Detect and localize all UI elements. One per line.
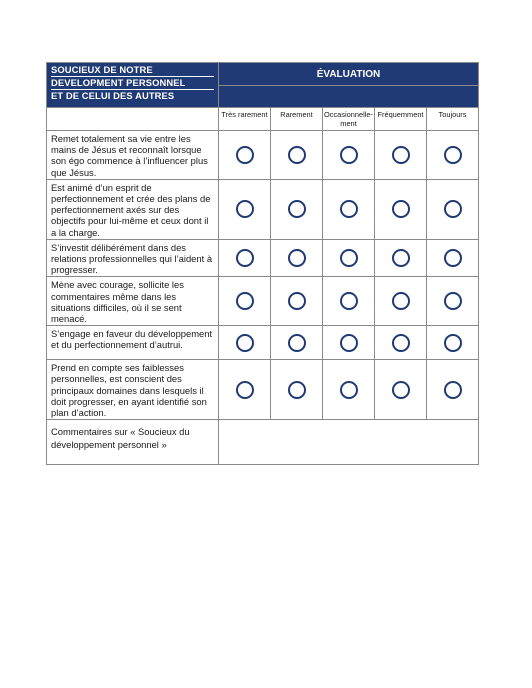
rating-radio-button[interactable] <box>392 292 410 310</box>
rating-cell <box>219 326 271 360</box>
criteria-column-header <box>47 108 219 131</box>
rating-radio-button[interactable] <box>392 200 410 218</box>
criterion-row <box>47 360 479 420</box>
rating-cell <box>323 326 375 360</box>
section-title-line: DEVELOPMENT PERSONNEL <box>51 77 214 90</box>
criterion-row <box>47 179 479 239</box>
criterion-text: Mène avec courage, sollicite les commentaires même dans les situations difficiles, où il se sent menacé. <box>47 277 219 326</box>
rating-radio-button[interactable] <box>236 249 254 267</box>
comments-input-area[interactable] <box>219 420 479 465</box>
rating-radio-button[interactable] <box>288 200 306 218</box>
column-header-frequemment: Fréquemment <box>375 108 427 131</box>
rating-radio-button[interactable] <box>444 292 462 310</box>
rating-radio-button[interactable] <box>340 146 358 164</box>
rating-radio-button[interactable] <box>288 249 306 267</box>
rating-cell <box>323 239 375 277</box>
rating-radio-button[interactable] <box>288 334 306 352</box>
section-title-line: ET DE CELUI DES AUTRES <box>51 90 175 101</box>
rating-cell <box>375 239 427 277</box>
rating-cell <box>219 360 271 420</box>
rating-cell <box>375 131 427 180</box>
rating-cell <box>323 131 375 180</box>
rating-radio-button[interactable] <box>236 381 254 399</box>
rating-cell <box>219 131 271 180</box>
criterion-row <box>47 326 479 360</box>
rating-cell <box>219 239 271 277</box>
rating-radio-button[interactable] <box>444 146 462 164</box>
criterion-text: Prend en compte ses faiblesses personnelles, est conscient des principaux domaines dans lesquels il doit progresser, en ayant identifié son plan d’action. <box>47 360 219 420</box>
rating-cell <box>375 326 427 360</box>
rating-cell <box>323 179 375 239</box>
rating-radio-button[interactable] <box>392 381 410 399</box>
rating-cell <box>375 277 427 326</box>
rating-cell <box>427 239 479 277</box>
rating-cell <box>271 277 323 326</box>
rating-cell <box>271 179 323 239</box>
rating-radio-button[interactable] <box>236 292 254 310</box>
comments-row <box>47 420 479 465</box>
rating-radio-button[interactable] <box>340 200 358 218</box>
criterion-text: S’investit délibérément dans des relations professionnelles qui l’aident à progresser. <box>47 239 219 277</box>
evaluation-table <box>46 62 479 465</box>
rating-radio-button[interactable] <box>340 381 358 399</box>
column-header-occasionnellement: Occasionnelle-ment <box>323 108 375 131</box>
rating-radio-button[interactable] <box>392 249 410 267</box>
section-title-line: SOUCIEUX DE NOTRE <box>51 64 214 77</box>
rating-cell <box>323 360 375 420</box>
rating-radio-button[interactable] <box>236 200 254 218</box>
rating-radio-button[interactable] <box>340 249 358 267</box>
rating-radio-button[interactable] <box>444 381 462 399</box>
column-header-tres-rarement: Très rarement <box>219 108 271 131</box>
rating-cell <box>271 326 323 360</box>
column-header-rarement: Rarement <box>271 108 323 131</box>
rating-cell <box>219 179 271 239</box>
rating-radio-button[interactable] <box>392 146 410 164</box>
evaluation-header: ÉVALUATION <box>219 63 479 86</box>
section-title <box>47 63 219 108</box>
rating-radio-button[interactable] <box>236 334 254 352</box>
rating-cell <box>271 239 323 277</box>
rating-radio-button[interactable] <box>392 334 410 352</box>
criterion-text: S’engage en faveur du développement et du perfectionnement d’autrui. <box>47 326 219 360</box>
rating-cell <box>375 179 427 239</box>
rating-cell <box>427 131 479 180</box>
criterion-row <box>47 239 479 277</box>
rating-radio-button[interactable] <box>236 146 254 164</box>
rating-radio-button[interactable] <box>340 334 358 352</box>
criterion-row <box>47 131 479 180</box>
comments-label: Commentaires sur « Soucieux du développement personnel » <box>47 420 219 465</box>
criterion-row <box>47 277 479 326</box>
rating-cell <box>271 360 323 420</box>
rating-cell <box>219 277 271 326</box>
rating-cell <box>323 277 375 326</box>
rating-cell <box>427 179 479 239</box>
rating-cell <box>427 326 479 360</box>
column-header-toujours: Toujours <box>427 108 479 131</box>
rating-cell <box>375 360 427 420</box>
rating-radio-button[interactable] <box>340 292 358 310</box>
rating-cell <box>427 277 479 326</box>
rating-cell <box>271 131 323 180</box>
rating-radio-button[interactable] <box>444 249 462 267</box>
rating-radio-button[interactable] <box>444 200 462 218</box>
rating-radio-button[interactable] <box>288 146 306 164</box>
evaluation-header-band <box>219 86 479 108</box>
rating-cell <box>427 360 479 420</box>
criterion-text: Est animé d’un esprit de perfectionnement et crée des plans de perfectionnement axés sur des objectifs pour lui-même et ceux dont il a la charge. <box>47 179 219 239</box>
rating-radio-button[interactable] <box>288 381 306 399</box>
criterion-text: Remet totalement sa vie entre les mains de Jésus et reconnaît lorsque son égo commence à l’influencer plus que Jésus. <box>47 131 219 180</box>
rating-radio-button[interactable] <box>288 292 306 310</box>
rating-radio-button[interactable] <box>444 334 462 352</box>
